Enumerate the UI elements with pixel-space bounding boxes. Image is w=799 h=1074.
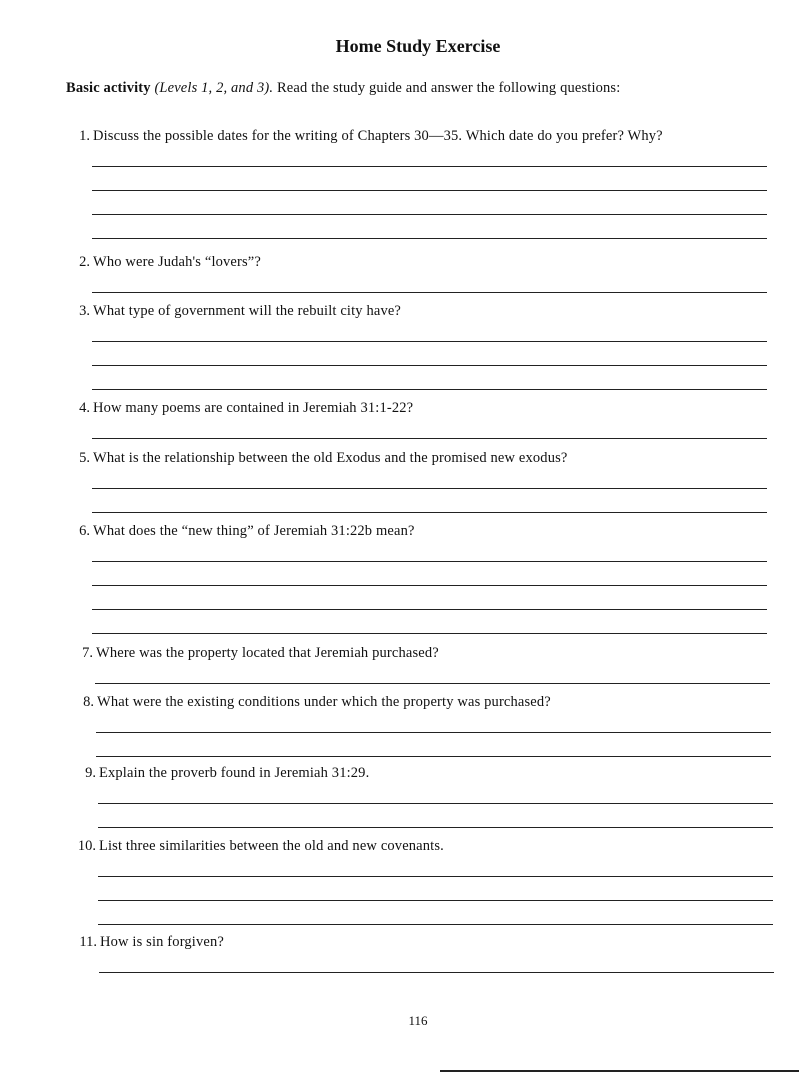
question-number: 11. <box>79 934 97 950</box>
answer-line[interactable] <box>98 900 773 901</box>
question-text: How is sin forgiven? <box>100 934 224 950</box>
question-text: Where was the property located that Jeremiah purchased? <box>96 645 439 661</box>
question-text: Who were Judah's “lovers”? <box>93 254 261 270</box>
question-number: 7. <box>82 645 93 661</box>
answer-line[interactable] <box>98 924 773 925</box>
answer-line[interactable] <box>92 341 767 342</box>
question-text: What does the “new thing” of Jeremiah 31:22b mean? <box>93 523 415 539</box>
footer-rule <box>440 1070 799 1072</box>
answer-line[interactable] <box>96 732 771 733</box>
question-number: 1. <box>79 128 90 144</box>
question-text: Discuss the possible dates for the writing of Chapters 30—35. Which date do you prefer? Why? <box>93 128 663 144</box>
answer-line[interactable] <box>98 876 773 877</box>
page-number: 116 <box>408 1013 428 1028</box>
answer-line[interactable] <box>98 827 773 828</box>
question-number: 8. <box>83 694 94 710</box>
question-number: 5. <box>79 450 90 466</box>
answer-line[interactable] <box>92 365 767 366</box>
question-text: How many poems are contained in Jeremiah 31:1-22? <box>93 400 414 416</box>
answer-line[interactable] <box>92 238 767 239</box>
question-text: Explain the proverb found in Jeremiah 31:29. <box>99 765 370 781</box>
question-number: 3. <box>79 303 90 319</box>
instructions-text: Read the study guide and answer the following questions: <box>273 80 621 96</box>
question-text: What type of government will the rebuilt city have? <box>93 303 402 319</box>
answer-line[interactable] <box>96 756 771 757</box>
question-text: List three similarities between the old and new covenants. <box>99 838 444 854</box>
question-number: 10. <box>77 838 96 854</box>
question-text: What is the relationship between the old Exodus and the promised new exodus? <box>93 450 568 466</box>
answer-line[interactable] <box>92 512 767 513</box>
instructions <box>66 80 620 97</box>
answer-line[interactable] <box>92 585 767 586</box>
answer-line[interactable] <box>92 292 767 293</box>
answer-line[interactable] <box>92 488 767 489</box>
levels-label: (Levels 1, 2, and 3). <box>154 80 274 96</box>
answer-line[interactable] <box>95 683 770 684</box>
answer-line[interactable] <box>92 609 767 610</box>
answer-line[interactable] <box>92 389 767 390</box>
answer-line[interactable] <box>98 803 773 804</box>
question-number: 6. <box>79 523 90 539</box>
question-number: 2. <box>79 254 90 270</box>
question-number: 4. <box>79 400 90 416</box>
answer-line[interactable] <box>92 214 767 215</box>
page-title: Home Study Exercise <box>335 36 501 56</box>
question-text: What were the existing conditions under which the property was purchased? <box>97 694 551 710</box>
answer-line[interactable] <box>99 972 774 973</box>
answer-line[interactable] <box>92 438 767 439</box>
activity-label: Basic activity <box>66 80 151 96</box>
answer-line[interactable] <box>92 166 767 167</box>
answer-line[interactable] <box>92 561 767 562</box>
answer-line[interactable] <box>92 633 767 634</box>
answer-line[interactable] <box>92 190 767 191</box>
question-number: 9. <box>85 765 96 781</box>
